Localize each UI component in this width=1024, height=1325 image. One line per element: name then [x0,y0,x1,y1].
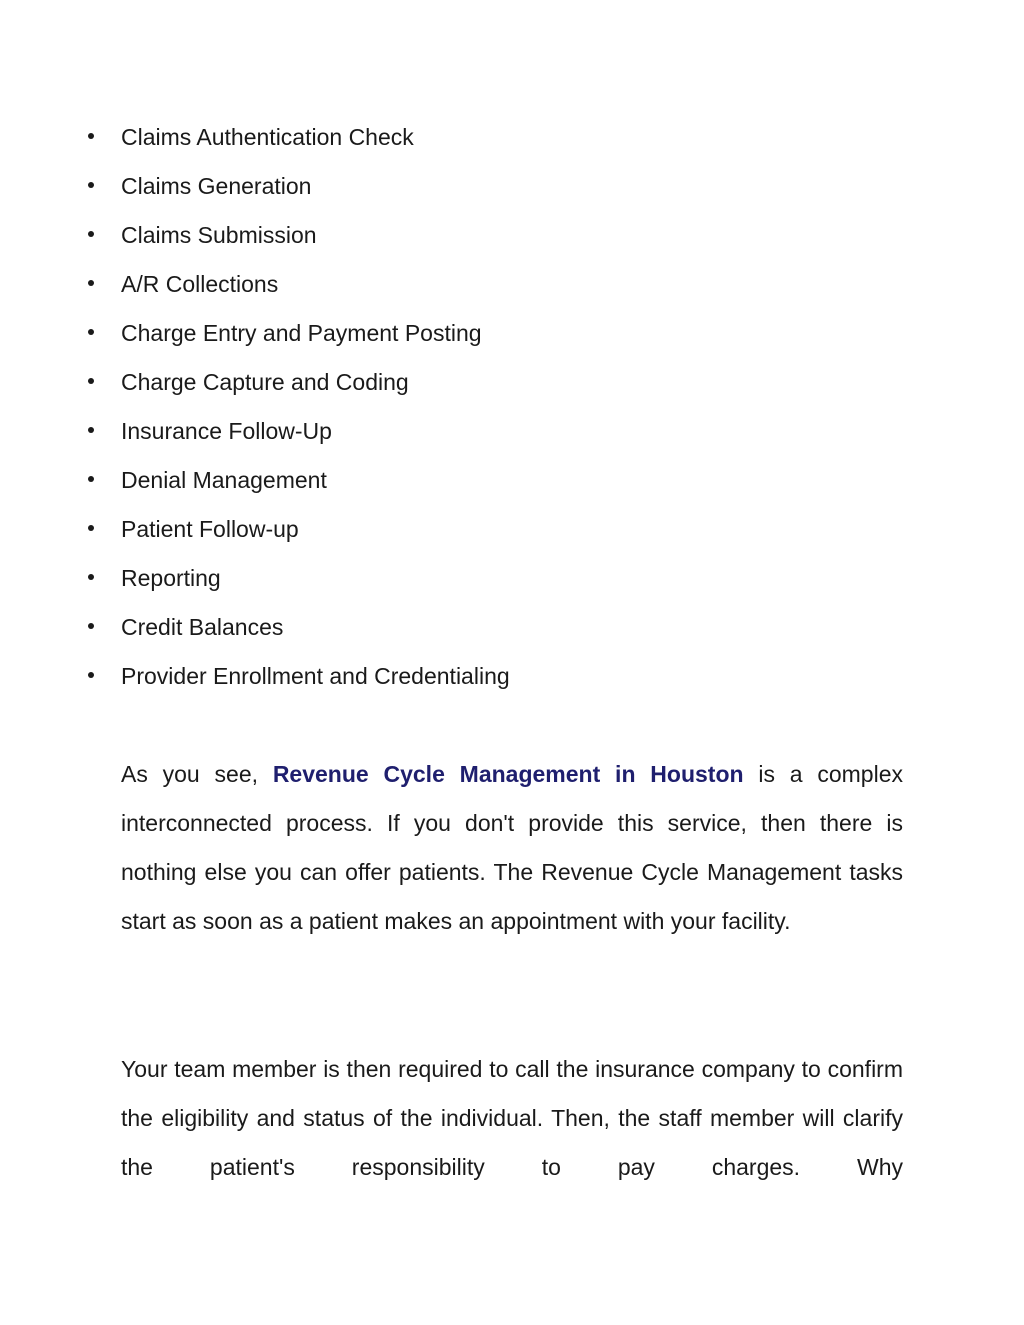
bullet-icon [88,623,94,629]
list-item [86,214,926,263]
list-item-label: Claims Submission [121,222,317,248]
list-item [86,263,926,312]
followup-paragraph: Your team member is then required to call the insurance company to confirm the eligibility and status of the individual. Then, the staff member will clarify the patient's responsibility to pay charges. Why [121,1056,903,1180]
list-item-label: Credit Balances [121,614,284,640]
list-item [86,116,926,165]
paragraph-text-after: is a complex interconnected process. If you don't provide this service, then there is nothing else you can offer patients. The Revenue Cycle Management tasks start as soon as a patient makes an appointment with your facility. [121,761,903,934]
list-item-label: Charge Entry and Payment Posting [121,320,482,346]
list-item-label: Insurance Follow-Up [121,418,332,444]
list-item [86,165,926,214]
list-item [86,410,926,459]
bullet-icon [88,133,94,139]
bullet-icon [88,574,94,580]
list-item [86,557,926,606]
bullet-icon [88,672,94,678]
list-item-label: Denial Management [121,467,327,493]
bullet-icon [88,231,94,237]
list-item-label: Provider Enrollment and Credentialing [121,663,510,689]
paragraph-text-before: As you see, [121,761,273,787]
list-item-label: A/R Collections [121,271,279,297]
list-item-label: Claims Authentication Check [121,124,414,150]
bullet-icon [88,427,94,433]
bullet-icon [88,476,94,482]
list-item-label: Reporting [121,565,221,591]
list-item [86,459,926,508]
list-item-label: Claims Generation [121,173,312,199]
bullet-icon [88,329,94,335]
list-item-label: Patient Follow-up [121,516,299,542]
list-item [86,361,926,410]
intro-paragraph [121,750,903,946]
bullet-icon [88,525,94,531]
list-item [86,508,926,557]
list-item [86,655,926,704]
list-item-label: Charge Capture and Coding [121,369,409,395]
highlighted-keyword: Revenue Cycle Management in Houston [272,761,744,787]
list-item [86,606,926,655]
bullet-icon [88,378,94,384]
list-item [86,312,926,361]
services-list [86,116,926,704]
bullet-icon [88,280,94,286]
bullet-icon [88,182,94,188]
